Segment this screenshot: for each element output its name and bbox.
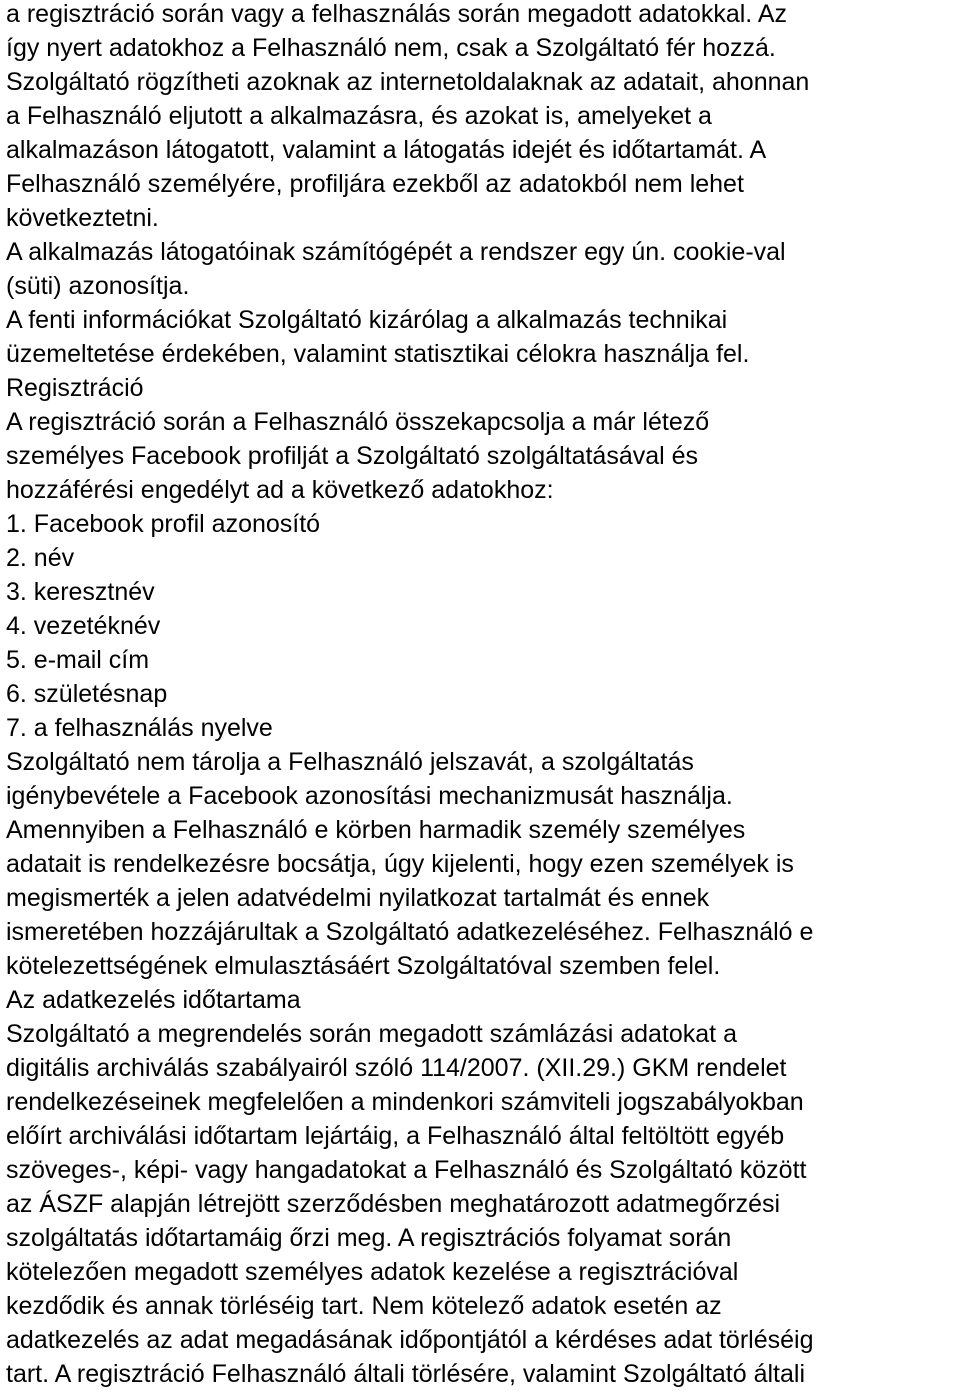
- text-line: igénybevétele a Facebook azonosítási mechanizmusát használja.: [6, 782, 733, 810]
- section-heading-registration: Regisztráció: [6, 374, 144, 402]
- text-line: így nyert adatokhoz a Felhasználó nem, csak a Szolgáltató fér hozzá.: [6, 34, 776, 62]
- document-body: [6, 0, 960, 1391]
- text-line: szöveges-, képi- vagy hangadatokat a Felhasználó és Szolgáltató között: [6, 1156, 807, 1184]
- list-item: 4. vezetéknév: [6, 612, 161, 640]
- list-item: 3. keresztnév: [6, 578, 155, 606]
- text-line: ismeretében hozzájárultak a Szolgáltató adatkezeléséhez. Felhasználó e: [6, 918, 814, 946]
- text-line: Amennyiben a Felhasználó e körben harmadik személy személyes: [6, 816, 746, 844]
- text-line: alkalmazáson látogatott, valamint a látogatás idejét és időtartamát. A: [6, 136, 767, 164]
- list-item: 7. a felhasználás nyelve: [6, 714, 273, 742]
- list-item: 2. név: [6, 544, 75, 572]
- text-line: A fenti információkat Szolgáltató kizárólag a alkalmazás technikai: [6, 306, 728, 334]
- text-line: kezdődik és annak törléséig tart. Nem kötelező adatok esetén az: [6, 1292, 722, 1320]
- list-item: 6. születésnap: [6, 680, 168, 708]
- text-line: Felhasználó személyére, profiljára ezekből az adatokból nem lehet: [6, 170, 744, 198]
- text-line: adatkezelés az adat megadásának időpontjától a kérdéses adat törléséig: [6, 1326, 814, 1354]
- text-line: hozzáférési engedélyt ad a következő adatokhoz:: [6, 476, 554, 504]
- text-line: (süti) azonosítja.: [6, 272, 190, 300]
- section-heading-data-retention: Az adatkezelés időtartama: [6, 986, 301, 1014]
- text-line: üzemeltetése érdekében, valamint statisztikai célokra használja fel.: [6, 340, 750, 368]
- text-line: személyes Facebook profilját a Szolgáltató szolgáltatásával és: [6, 442, 699, 470]
- text-line: előírt archiválási időtartam lejártáig, a Felhasználó által feltöltött egyéb: [6, 1122, 785, 1150]
- text-line: szolgáltatás időtartamáig őrzi meg. A regisztrációs folyamat során: [6, 1224, 732, 1252]
- text-line: megismerték a jelen adatvédelmi nyilatkozat tartalmát és ennek: [6, 884, 710, 912]
- text-line: következtetni.: [6, 204, 159, 232]
- text-line: Szolgáltató nem tárolja a Felhasználó jelszavát, a szolgáltatás: [6, 748, 694, 776]
- list-item: 1. Facebook profil azonosító: [6, 510, 321, 538]
- text-line: kötelezően megadott személyes adatok kezelése a regisztrációval: [6, 1258, 739, 1286]
- text-line: tart. A regisztráció Felhasználó általi törlésére, valamint Szolgáltató általi: [6, 1360, 805, 1388]
- text-line: rendelkezéseinek megfelelően a mindenkori számviteli jogszabályokban: [6, 1088, 804, 1116]
- text-line: a regisztráció során vagy a felhasználás során megadott adatokkal. Az: [6, 0, 787, 28]
- list-item: 5. e-mail cím: [6, 646, 150, 674]
- text-line: digitális archiválás szabályairól szóló 114/2007. (XII.29.) GKM rendelet: [6, 1054, 787, 1082]
- text-line: az ÁSZF alapján létrejött szerződésben meghatározott adatmegőrzési: [6, 1190, 781, 1218]
- text-line: a Felhasználó eljutott a alkalmazásra, és azokat is, amelyeket a: [6, 102, 712, 130]
- text-line: Szolgáltató a megrendelés során megadott számlázási adatokat a: [6, 1020, 737, 1048]
- text-line: A alkalmazás látogatóinak számítógépét a rendszer egy ún. cookie-val: [6, 238, 786, 266]
- text-line: adatait is rendelkezésre bocsátja, úgy kijelenti, hogy ezen személyek is: [6, 850, 794, 878]
- text-line: kötelezettségének elmulasztásáért Szolgáltatóval szemben felel.: [6, 952, 721, 980]
- text-line: Szolgáltató rögzítheti azoknak az internetoldalaknak az adatait, ahonnan: [6, 68, 810, 96]
- text-line: A regisztráció során a Felhasználó összekapcsolja a már létező: [6, 408, 710, 436]
